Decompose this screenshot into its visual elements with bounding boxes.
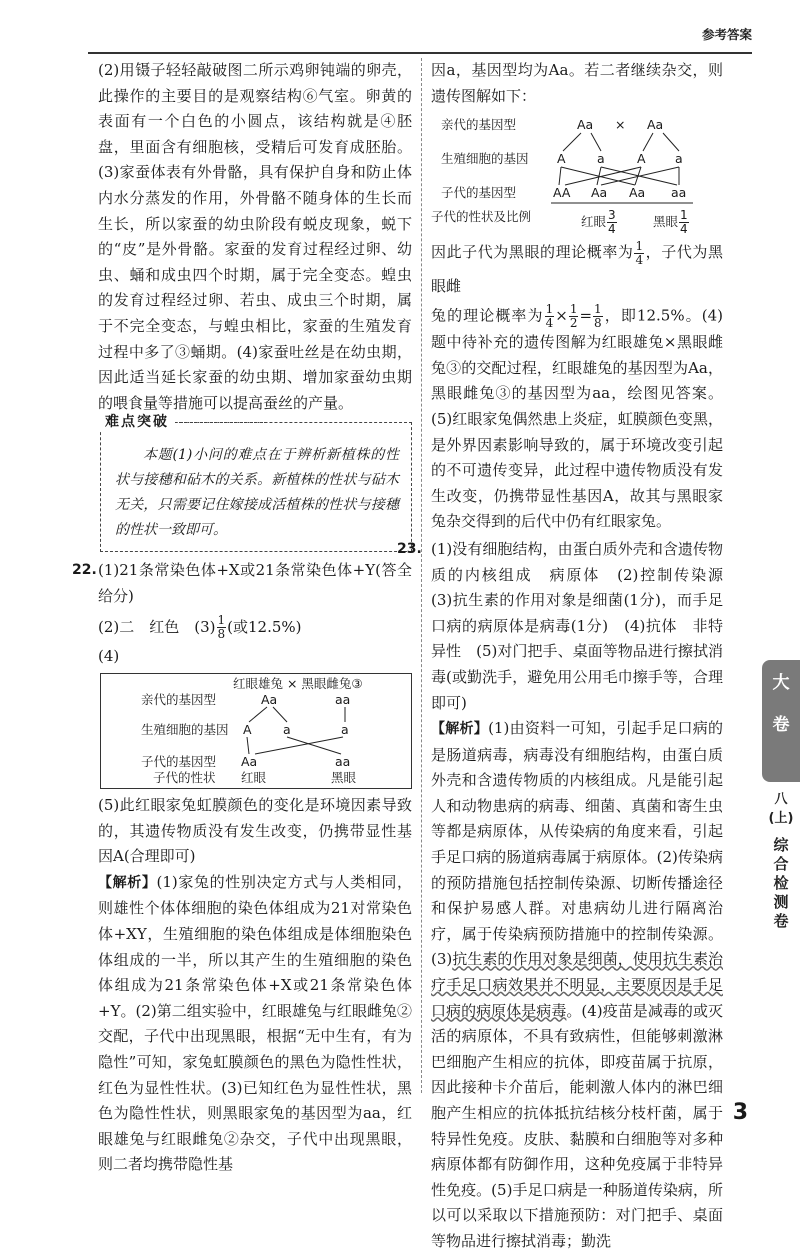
d2-ratio2-num: 1 xyxy=(680,208,688,223)
d1-row-child: 子代的基因型 xyxy=(141,754,217,770)
d2-row-trait: 子代的性状及比例 xyxy=(431,209,532,225)
side-label xyxy=(768,790,794,931)
d1-trait-2: 黑眼 xyxy=(331,770,357,786)
q23-answer xyxy=(397,537,739,1255)
d2-gamete-2: a xyxy=(597,151,605,167)
q22-analysis xyxy=(98,870,412,1178)
d2-trait-2-label: 黑眼 xyxy=(653,214,679,230)
prob-times: × xyxy=(555,306,568,325)
right-column xyxy=(397,58,739,1255)
d2-child-3: Aa xyxy=(629,185,646,201)
d1-trait-1: 红眼 xyxy=(241,770,267,786)
q21-continuation: (2)用镊子轻轻敲破图二所示鸡卵钝端的卵壳，此操作的主要目的是观察结构⑥气室。卵黄的表面有一个白色的小圆点，该结构就是④胚盘，里面含有细胞核，受精后可发育成胚胎。(3)家蚕体表有外骨骼，具有保护自身和防止体内水分蒸发的作用，外骨骼不随身体的生长而生长，所以家蚕的幼虫阶段有蜕皮现象，蜕下的“皮”是外骨骼。家蚕的发育过程经过卵、幼虫、蛹和成虫四个时期，属于完全变态。蝗虫的发育过程经过卵、若虫、成虫三个时期，属于不完全变态，与蝗虫相比，家蚕的生殖发育过程中多了③蛹期。(4)家蚕吐丝是在幼虫期，因此适当延长家蚕的幼虫期、增加家蚕幼虫期的喂食量等措施可以提高蚕丝的产量。 xyxy=(98,61,412,412)
q22-frac-num: 1 xyxy=(217,613,226,627)
d2-child-2: Aa xyxy=(591,185,608,201)
prob-line-2-text: 兔的理论概率为 xyxy=(431,306,544,325)
prob-f4-den: 8 xyxy=(594,316,602,331)
q22-answer xyxy=(72,558,412,669)
prob-line-1 xyxy=(431,235,723,303)
q23-number: 23. xyxy=(397,540,422,557)
d1-child-2: aa xyxy=(335,754,351,770)
left-column xyxy=(72,58,413,1178)
d1-parent-right: aa xyxy=(335,692,351,708)
q23-analysis-label: 【解析】 xyxy=(431,721,489,738)
d2-child-1: AA xyxy=(553,185,571,201)
page-number: 3 xyxy=(732,1100,748,1125)
d2-row-child: 子代的基因型 xyxy=(441,185,517,201)
prob-frac-1 xyxy=(634,240,644,267)
prob-f1-den: 4 xyxy=(635,252,644,267)
d1-parent-left: Aa xyxy=(261,692,278,708)
prob-f1-num: 1 xyxy=(635,238,644,253)
d2-child-4: aa xyxy=(671,185,687,201)
d1-gamete-3: a xyxy=(341,722,349,738)
q22-part2-tail: (或12.5%) xyxy=(227,617,302,636)
d2-gamete-4: a xyxy=(675,151,683,167)
d1-row-parent: 亲代的基因型 xyxy=(141,692,217,708)
difficulty-box-text: 本题(1)小问的难点在于辨析新植株的性状与接穗和砧木的关系。新植株的性状与砧木无关，只需要记住嫁接成活植株的性状与接穗的性状一致即可。 xyxy=(115,447,399,539)
prob-eq: = xyxy=(579,306,593,325)
d1-gamete-1: A xyxy=(243,722,252,738)
d2-ratio2-den: 4 xyxy=(680,222,688,237)
d2-arrows xyxy=(431,111,723,233)
column-divider xyxy=(421,58,422,1093)
prob-f3-den: 2 xyxy=(569,316,578,331)
side-label-title: 综合检测卷 xyxy=(773,836,789,930)
d2-ratio1-den: 4 xyxy=(608,222,616,237)
d2-cross: × xyxy=(615,117,626,133)
q22-analysis-cont: 因a，基因型均为Aa。若二者继续杂交，则遗传图解如下： xyxy=(431,61,723,105)
header-rule xyxy=(88,52,752,54)
prob-line-2 xyxy=(431,303,723,535)
side-label-grade: 八(上) xyxy=(768,792,794,826)
prob-line-2-tail: ，即12.5%。(4)题中待补充的遗传图解为红眼雄兔×黑眼雌兔③的交配过程，红眼雄兔的基因型为Aa，黑眼雌兔③的基因型为aa，绘图见答案。(5)红眼家兔偶然患上炎症，虹膜颜色变黑，是外界因素影响导致的，属于环境改变引起的不可遗传变异，此过程中遗传物质没有发生改变，仍携带显性基因A，故其与黑眼家兔杂交得到的后代中仍有红眼家兔。 xyxy=(431,306,723,531)
prob-f2-num: 1 xyxy=(545,302,554,317)
d2-gamete-1: A xyxy=(557,151,566,167)
q23-analysis xyxy=(431,716,723,1254)
d2-trait-1-label: 红眼 xyxy=(581,214,607,230)
prob-frac-4 xyxy=(593,303,603,330)
page-corner xyxy=(750,0,800,100)
d2-parent-1: Aa xyxy=(577,117,594,133)
q23-text: (1)没有细胞结构，由蛋白质外壳和含遗传物质的内核组成 病原体 (2)控制传染源 (3)抗生素的作用对象是细菌(1分)，而手足口病的病原体是病毒(1分) (4)抗体 非特异性 (5)对门把手、桌面等物品进行擦拭消毒(或勤洗手，避免用公用毛巾擦手等，合理即可) xyxy=(431,539,739,712)
prob-f2-den: 4 xyxy=(545,316,554,331)
side-tab xyxy=(762,660,800,782)
q22-number: 22. xyxy=(72,562,97,579)
q22-part4: (4) xyxy=(98,646,120,665)
side-tab-line1: 大 xyxy=(772,673,790,693)
prob-line-1-text: 因此子代为黑眼的理论概率为 xyxy=(431,243,634,262)
d1-top: 红眼雄兔 × 黑眼雌兔③ xyxy=(233,676,363,692)
d1-row-trait: 子代的性状 xyxy=(153,770,216,786)
q23-analysis-text-1: (1)由资料一可知，引起手足口病的是肠道病毒，病毒没有细胞结构，由蛋白质外壳和含遗传物质的内核组成。凡是能引起人和动物患病的病毒、细菌、真菌和寄生虫等都是病原体，从传染病的角度来看，引起手足口病的肠道病毒属于病原体。(2)传染病的预防措施包括控制传染源、切断传播途径和保护易感人群。对患病幼儿进行隔离治疗，属于传染病预防措施中的控制传染源。(3) xyxy=(431,719,724,969)
q22-analysis-label: 【解析】 xyxy=(98,874,157,891)
q23-analysis-text-2: 。(4)疫苗是减毒的或灭活的病原体，不具有致病性，但能够刺激淋巴细胞产生相应的抗体，即疫苗属于抗原，因此接种卡介苗后，能刺激人体内的淋巴细胞产生相应的抗体抵抗结核分枝杆菌，属于特异性免疫。皮肤、黏膜和白细胞等对多种病原体都有防御作用，这种免疫属于非特异性免疫。(5)手足口病是一种肠道传染病，所以可以采取以下措施预防：对门把手、桌面等物品进行擦拭消毒；勤洗 xyxy=(431,1001,723,1250)
q23-analysis-underlined: 抗生素的作用对象是细菌，使用抗生素治疗手足口病效果并不明显，主要原因是手足口病的病原体是病毒 xyxy=(431,950,723,1020)
d2-row-parent: 亲代的基因型 xyxy=(441,117,517,133)
q22-fraction xyxy=(217,614,227,641)
q22-part2-text: (2)二 红色 (3) xyxy=(98,617,216,636)
d1-child-1: Aa xyxy=(241,754,258,770)
prob-frac-3 xyxy=(569,303,579,330)
prob-f4-num: 1 xyxy=(594,302,602,317)
prob-line-1-tail: ，子代为黑眼雌 xyxy=(431,243,723,296)
genetic-diagram-2 xyxy=(431,111,723,237)
difficulty-box-title: 难点突破 xyxy=(99,412,175,432)
q22-part1: (1)21条常染色体+X或21条常染色体+Y(答全给分) xyxy=(98,561,412,605)
prob-frac-2 xyxy=(545,303,555,330)
page-header: 参考答案 xyxy=(701,27,752,42)
q22-part5: (5)此红眼家兔虹膜颜色的变化是环境因素导致的，其遗传物质没有发生改变，仍携带显性基因A(合理即可) xyxy=(98,796,412,866)
d1-row-gamete: 生殖细胞的基因 xyxy=(141,722,229,738)
d2-ratio1-num: 3 xyxy=(608,208,616,223)
d1-arrows xyxy=(101,674,411,788)
d1-gamete-2: a xyxy=(283,722,291,738)
prob-f3-num: 1 xyxy=(569,302,578,317)
side-tab-line2: 卷 xyxy=(772,715,790,735)
d2-row-gamete: 生殖细胞的基因 xyxy=(441,151,529,167)
q22-frac-den: 8 xyxy=(217,627,226,641)
d2-parent-2: Aa xyxy=(647,117,664,133)
genetic-diagram-1 xyxy=(100,673,412,789)
difficulty-box xyxy=(100,414,412,552)
d2-gamete-3: A xyxy=(637,151,646,167)
q22-analysis-text: (1)家兔的性别决定方式与人类相同，则雄性个体体细胞的染色体组成为21对常染色体+XY，生殖细胞的染色体组成是体细胞染色体组成的一半，所以其产生的生殖细胞的染色体组成为21条常染色体+X或21条常染色体+Y。(2)第二组实验中，红眼雄兔与红眼雌兔②交配，子代中出现黑眼，根据“无中生有，有为隐性”可知，家兔虹膜颜色的黑色为隐性性状，红色为显性性状。(3)已知红色为显性性状，黑色为隐性性状，则黑眼家兔的基因型为aa，红眼雄兔与红眼雌兔②杂交，子代中出现黑眼，则二者均携带隐性基 xyxy=(98,872,413,1174)
q22-part2 xyxy=(98,610,412,644)
